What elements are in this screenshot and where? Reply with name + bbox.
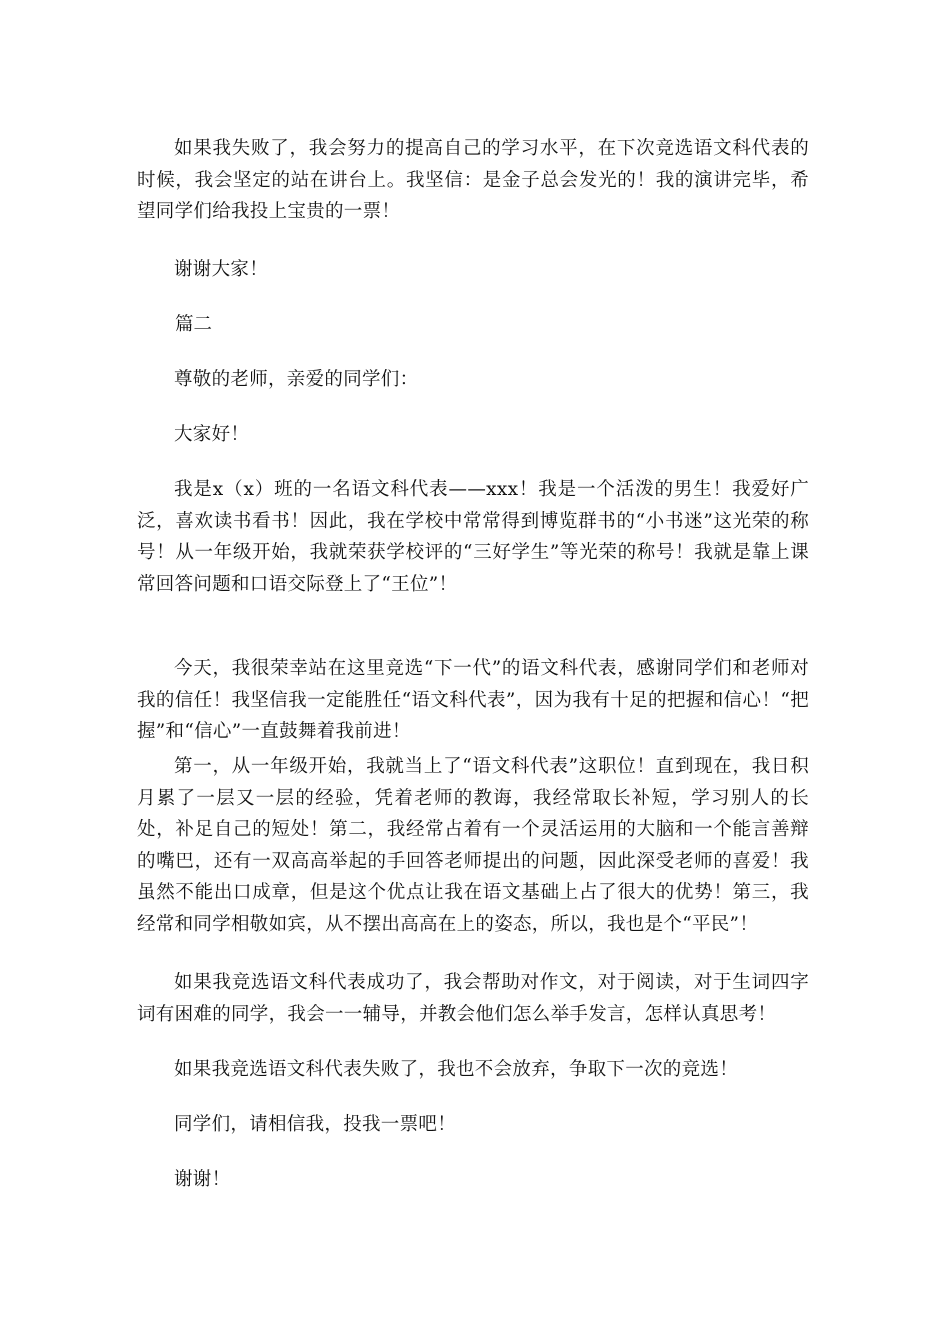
paragraph-text: 今天，我很荣幸站在这里竞选“下一代”的语文科代表，感谢同学们和老师对我的信任！我坚信我一定能胜任“语文科代表”，因为我有十足的把握和信心！“把握”和“信心”一直鼓舞着我前进！ bbox=[137, 658, 809, 742]
paragraph-text: 尊敬的老师，亲爱的同学们： bbox=[174, 369, 419, 390]
paragraph-closing-if-fail bbox=[137, 133, 809, 228]
paragraph-if-success bbox=[137, 967, 809, 1030]
paragraph-text: 如果我竞选语文科代表失败了，我也不会放弃，争取下一次的竞选！ bbox=[174, 1059, 739, 1080]
paragraph-text: 谢谢大家！ bbox=[174, 259, 269, 280]
paragraph-vote-request bbox=[137, 1109, 809, 1141]
paragraph-text: 第一，从一年级开始，我就当上了“语文科代表”这职位！直到现在，我日积月累了一层又一层的经验，凭着老师的教诲，我经常取长补短，学习别人的长处，补足自己的短处！第二，我经常占着有一个灵活运用的大脑和一个能言善辩的嘴巴，还有一双高高举起的手回答老师提出的问题，因此深受老师的喜爱！我虽然不能出口成章，但是这个优点让我在语文基础上占了很大的优势！第三，我经常和同学相敬如宾，从不摆出高高在上的姿态，所以，我也是个“平民”！ bbox=[137, 756, 809, 935]
paragraph-self-introduction bbox=[137, 474, 809, 600]
paragraph-text: 大家好！ bbox=[174, 424, 250, 445]
paragraph-text: 如果我竞选语文科代表成功了，我会帮助对作文，对于阅读，对于生词四字词有困难的同学，我会一一辅导，并教会他们怎么举手发言，怎样认真思考！ bbox=[137, 972, 809, 1025]
section-heading: 篇二 bbox=[175, 314, 213, 335]
paragraph-text: 我是x（x）班的一名语文科代表——xxx！我是一个活泼的男生！我爱好广泛，喜欢读书看书！因此，我在学校中常常得到博览群书的“小书迷”这光荣的称号！从一年级开始，我就荣获学校评的“三好学生”等光荣的称号！我就是靠上课常回答问题和口语交际登上了“王位”！ bbox=[137, 479, 809, 595]
paragraph-thanks-everyone bbox=[137, 254, 809, 286]
paragraph-text: 谢谢！ bbox=[174, 1169, 231, 1190]
paragraph-reasons bbox=[137, 751, 809, 940]
paragraph-salutation bbox=[137, 364, 809, 396]
paragraph-thanks bbox=[137, 1164, 809, 1196]
paragraph-today bbox=[137, 653, 809, 748]
paragraph-text: 同学们，请相信我，投我一票吧！ bbox=[174, 1114, 457, 1135]
paragraph-greeting bbox=[137, 419, 809, 451]
paragraph-if-fail bbox=[137, 1054, 809, 1086]
paragraph-text: 如果我失败了，我会努力的提高自己的学习水平，在下次竞选语文科代表的时候，我会坚定的站在讲台上。我坚信：是金子总会发光的！我的演讲完毕，希望同学们给我投上宝贵的一票！ bbox=[137, 138, 809, 222]
